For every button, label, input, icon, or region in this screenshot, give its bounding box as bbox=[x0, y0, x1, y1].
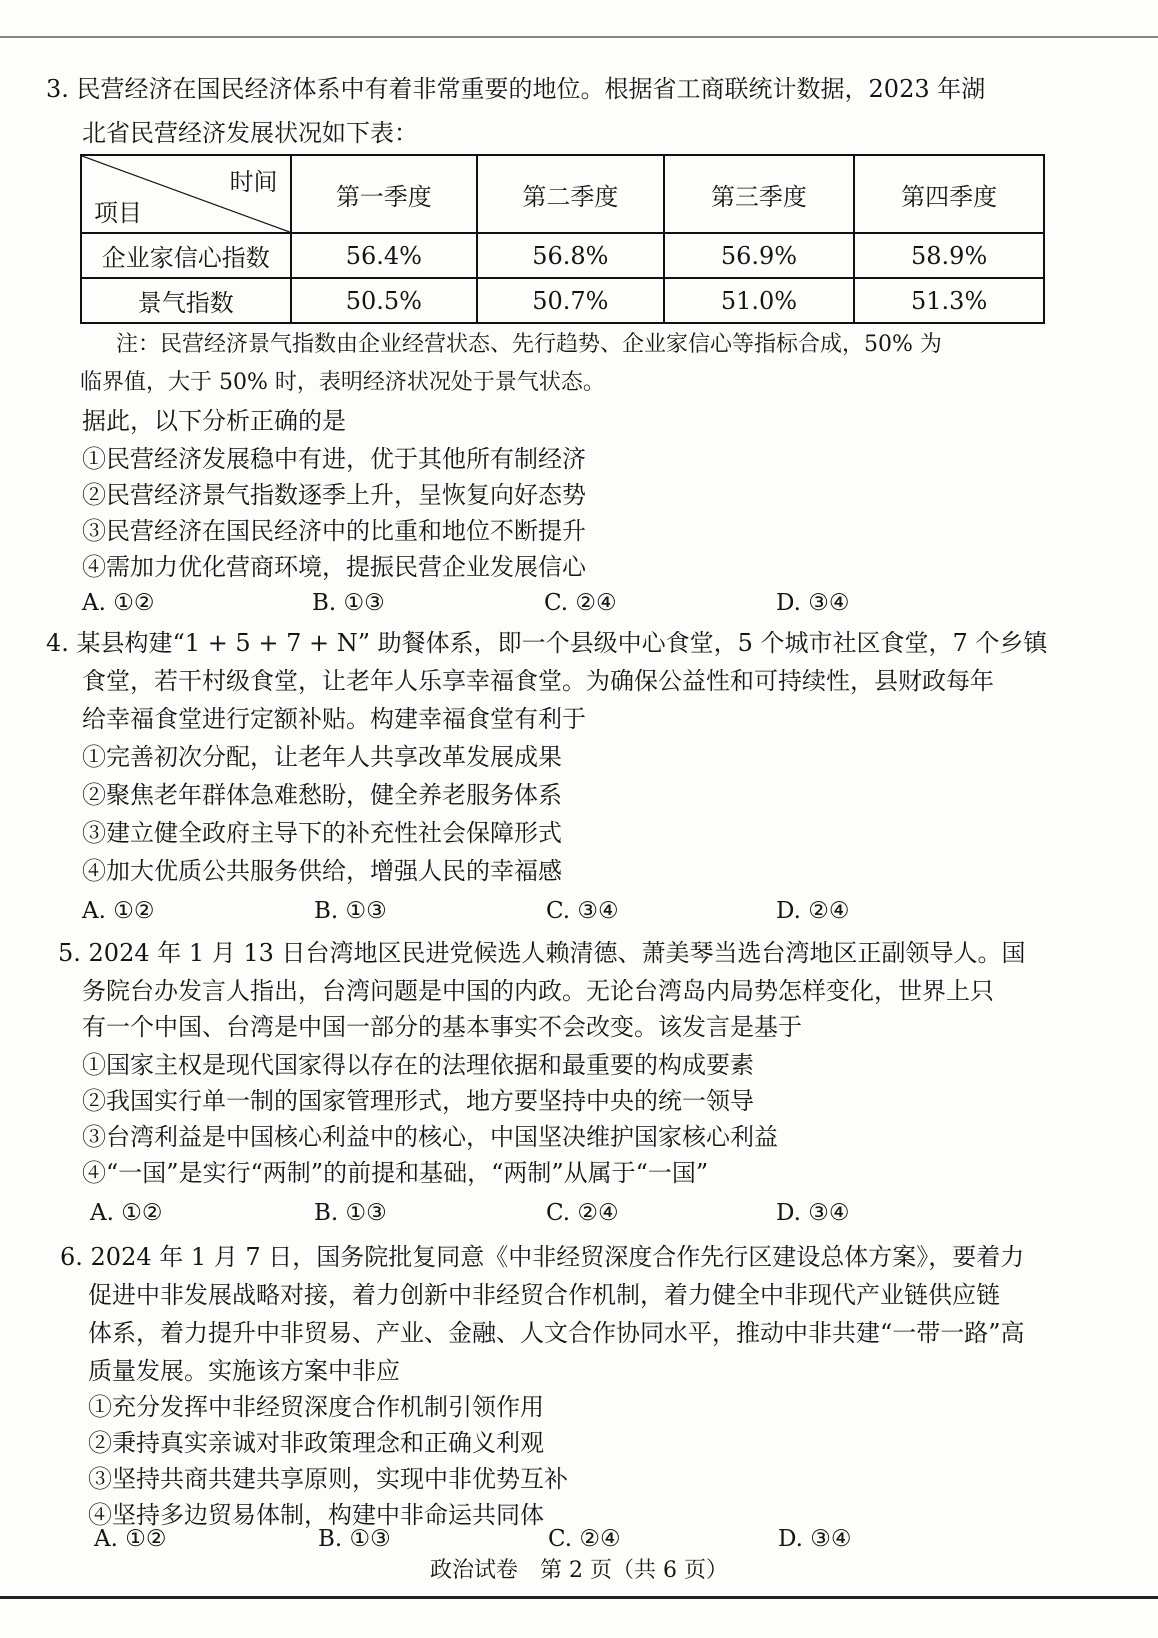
table-cell: 56.4% bbox=[291, 233, 478, 278]
q5-option-b[interactable]: B. ①③ bbox=[314, 1200, 387, 1226]
table-cell: 56.9% bbox=[664, 233, 855, 278]
q3-question: 据此，以下分析正确的是 bbox=[82, 407, 346, 435]
q3-note-line-1: 注：民营经济景气指数由企业经营状态、先行趋势、企业家信心等指标合成，50% 为 bbox=[116, 332, 942, 357]
q5-item-1: ①国家主权是现代国家得以存在的法理依据和最重要的构成要素 bbox=[82, 1051, 754, 1079]
table-cell: 51.0% bbox=[664, 278, 855, 323]
q3-option-b[interactable]: B. ①③ bbox=[312, 590, 385, 616]
table-cell: 51.3% bbox=[854, 278, 1044, 323]
q3-item-3: ③民营经济在国民经济中的比重和地位不断提升 bbox=[82, 517, 586, 545]
q4-item-2: ②聚焦老年群体急难愁盼，健全养老服务体系 bbox=[82, 781, 562, 809]
q4-option-c[interactable]: C. ③④ bbox=[546, 898, 619, 924]
top-rule bbox=[0, 36, 1158, 38]
q6-item-2: ②秉持真实亲诚对非政策理念和正确义利观 bbox=[88, 1429, 544, 1457]
q6-option-a[interactable]: A. ①② bbox=[94, 1526, 167, 1552]
q5-option-a[interactable]: A. ①② bbox=[90, 1200, 163, 1226]
q6-item-4: ④坚持多边贸易体制，构建中非命运共同体 bbox=[88, 1501, 544, 1529]
q3-item-2: ②民营经济景气指数逐季上升，呈恢复向好态势 bbox=[82, 481, 586, 509]
q5-stem-line-2: 务院台办发言人指出，台湾问题是中国的内政。无论台湾岛内局势怎样变化，世界上只 bbox=[82, 977, 994, 1005]
q4-item-1: ①完善初次分配，让老年人共享改革发展成果 bbox=[82, 743, 562, 771]
table-corner-cell bbox=[81, 155, 291, 233]
q3-stem-line-1: 3. 民营经济在国民经济体系中有着非常重要的地位。根据省工商联统计数据，2023 年湖 bbox=[46, 75, 986, 103]
q5-stem-line-3: 有一个中国、台湾是中国一部分的基本事实不会改变。该发言是基于 bbox=[82, 1013, 802, 1041]
q3-item-1: ①民营经济发展稳中有进，优于其他所有制经济 bbox=[82, 445, 586, 473]
q4-stem-line-1: 4. 某县构建“1 + 5 + 7 + N” 助餐体系，即一个县级中心食堂，5 个城市社区食堂，7 个乡镇 bbox=[46, 629, 1048, 657]
q6-stem-line-2: 促进中非发展战略对接，着力创新中非经贸合作机制，着力健全中非现代产业链供应链 bbox=[88, 1281, 1000, 1309]
column-header: 第二季度 bbox=[477, 155, 664, 233]
q4-option-d[interactable]: D. ②④ bbox=[776, 898, 850, 924]
table-row bbox=[81, 278, 1044, 323]
q3-note-line-2: 临界值，大于 50% 时，表明经济状况处于景气状态。 bbox=[80, 370, 605, 395]
column-header: 第一季度 bbox=[291, 155, 478, 233]
table-cell: 50.5% bbox=[291, 278, 478, 323]
q6-option-b[interactable]: B. ①③ bbox=[318, 1526, 391, 1552]
page-footer: 政治试卷 第 2 页（共 6 页） bbox=[430, 1558, 728, 1583]
row-label: 企业家信心指数 bbox=[81, 233, 291, 278]
bottom-rule bbox=[0, 1596, 1158, 1599]
economy-table bbox=[80, 154, 1045, 324]
q3-stem-line-2: 北省民营经济发展状况如下表： bbox=[82, 119, 418, 147]
corner-item-label: 项目 bbox=[94, 199, 142, 227]
q4-option-b[interactable]: B. ①③ bbox=[314, 898, 387, 924]
q6-stem-line-4: 质量发展。实施该方案中非应 bbox=[88, 1357, 400, 1385]
q5-item-2: ②我国实行单一制的国家管理形式，地方要坚持中央的统一领导 bbox=[82, 1087, 754, 1115]
table-cell: 58.9% bbox=[854, 233, 1044, 278]
q4-stem-line-2: 食堂，若干村级食堂，让老年人乐享幸福食堂。为确保公益性和可持续性，县财政每年 bbox=[82, 667, 994, 695]
q4-stem-line-3: 给幸福食堂进行定额补贴。构建幸福食堂有利于 bbox=[82, 705, 586, 733]
table-row bbox=[81, 233, 1044, 278]
q5-item-3: ③台湾利益是中国核心利益中的核心，中国坚决维护国家核心利益 bbox=[82, 1123, 778, 1151]
q3-option-c[interactable]: C. ②④ bbox=[544, 590, 617, 616]
corner-time-label: 时间 bbox=[229, 168, 278, 196]
q5-item-4: ④“一国”是实行“两制”的前提和基础，“两制”从属于“一国” bbox=[82, 1159, 709, 1187]
q3-option-d[interactable]: D. ③④ bbox=[776, 590, 850, 616]
q3-item-4: ④需加力优化营商环境，提振民营企业发展信心 bbox=[82, 553, 586, 581]
q5-stem-line-1: 5. 2024 年 1 月 13 日台湾地区民进党候选人赖清德、萧美琴当选台湾地区正副领导人。国 bbox=[58, 939, 1026, 967]
q6-option-c[interactable]: C. ②④ bbox=[548, 1526, 621, 1552]
q6-stem-line-3: 体系，着力提升中非贸易、产业、金融、人文合作协同水平，推动中非共建“一带一路”高 bbox=[88, 1319, 1025, 1347]
q4-option-a[interactable]: A. ①② bbox=[82, 898, 155, 924]
column-header: 第三季度 bbox=[664, 155, 855, 233]
q4-item-4: ④加大优质公共服务供给，增强人民的幸福感 bbox=[82, 857, 562, 885]
row-label: 景气指数 bbox=[81, 278, 291, 323]
q6-item-1: ①充分发挥中非经贸深度合作机制引领作用 bbox=[88, 1393, 544, 1421]
q3-option-a[interactable]: A. ①② bbox=[82, 590, 155, 616]
column-header: 第四季度 bbox=[854, 155, 1044, 233]
q4-item-3: ③建立健全政府主导下的补充性社会保障形式 bbox=[82, 819, 562, 847]
q6-option-d[interactable]: D. ③④ bbox=[778, 1526, 852, 1552]
q6-item-3: ③坚持共商共建共享原则，实现中非优势互补 bbox=[88, 1465, 568, 1493]
table-cell: 56.8% bbox=[477, 233, 664, 278]
q6-stem-line-1: 6. 2024 年 1 月 7 日，国务院批复同意《中非经贸深度合作先行区建设总体方案》，要着力 bbox=[60, 1243, 1025, 1271]
q5-option-d[interactable]: D. ③④ bbox=[776, 1200, 850, 1226]
table-cell: 50.7% bbox=[477, 278, 664, 323]
q5-option-c[interactable]: C. ②④ bbox=[546, 1200, 619, 1226]
table-header-row bbox=[81, 155, 1044, 233]
